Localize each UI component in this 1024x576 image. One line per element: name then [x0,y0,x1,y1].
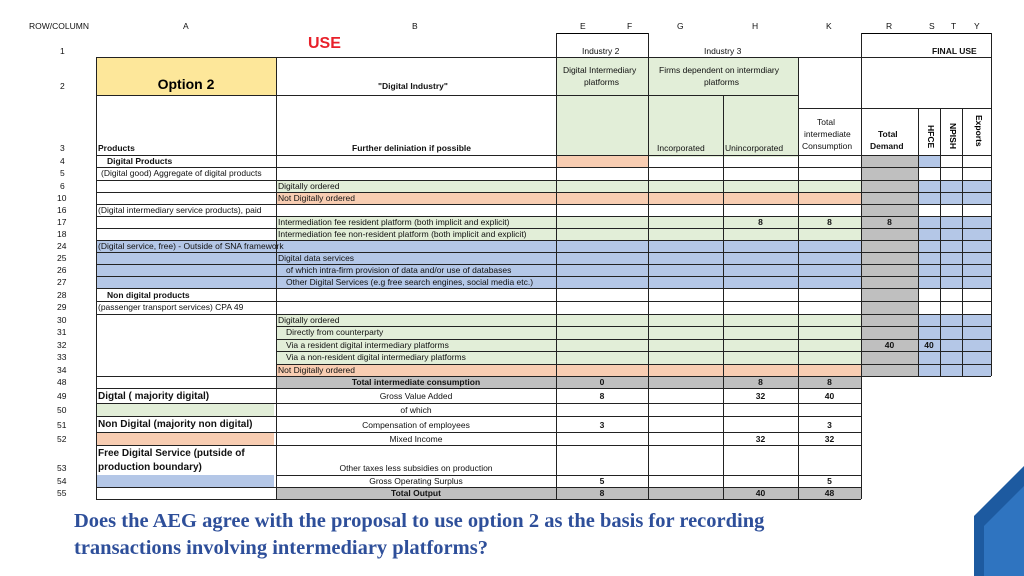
consumption-label: Consumption [802,141,853,151]
legend-non-digital-label: Non Digital (majority non digital) [98,419,253,430]
row-number: 16 [57,205,67,215]
row-label: (passenger transport services) CPA 49 [98,302,244,312]
row-number: 25 [57,253,67,263]
final-use-label: FINAL USE [932,46,977,56]
col-header-b: B [412,21,418,31]
col-sty-blue-3 [918,252,991,288]
firms-dependent-label: Firms dependent on intermdiary [659,65,780,75]
col-header-k: K [826,21,832,31]
intermediate-label: intermediate [804,129,851,139]
industry3-fill-2 [723,57,798,95]
row6-fill [276,180,861,192]
digital-industry-label: "Digital Industry" [378,81,448,91]
digital-intermediary-label: Digital Intermediary [563,65,637,75]
exports-label: Exports [974,115,984,147]
row-label: (Digital intermediary service products), paid [98,205,262,215]
col-header-y: Y [974,21,980,31]
row-column-header: ROW/COLUMN [29,21,89,31]
industry2-label: Industry 2 [582,46,620,56]
row-number: 32 [57,340,67,350]
row-number: 49 [57,391,67,401]
col-header-s: S [929,21,935,31]
total-demand-label-2: Demand [870,141,904,151]
row-number: 6 [60,181,65,191]
npish-label: NPISH [948,123,958,149]
cell-value: 32 [755,434,766,444]
col-header-g: G [677,21,684,31]
total-demand-label-1: Total [878,129,898,139]
row-number: 33 [57,352,67,362]
row-label: Total intermediate consumption [351,377,481,387]
row4-salmon [556,155,648,167]
row-label: Total Output [391,488,441,498]
cell-value: 0 [599,377,605,387]
row-label: Not Digitally ordered [278,193,356,203]
cell-value: 32 [755,391,766,401]
col-header-t: T [951,21,957,31]
legend-free-swatch [96,475,274,487]
legend-digital-swatch [96,403,274,416]
cell-value: 5 [827,476,832,486]
row-label: (Digital good) Aggregate of digital products [101,168,262,178]
row-number: 1 [60,46,65,56]
question-text: Does the AEG agree with the proposal to use option 2 as the basis for recording transactions involving intermediary platforms? [74,510,765,559]
products-label: Products [98,143,135,153]
cell-value: 40 [924,340,934,350]
row-number: 34 [57,365,67,375]
row-number: 27 [57,277,67,287]
row-number: 3 [60,143,65,153]
row-number: 18 [57,229,67,239]
legend-digital-label: Digtal ( majority digital) [98,391,210,402]
hfce-label: HFCE [926,125,936,149]
industry3-label: Industry 3 [704,46,742,56]
legend-non-digital-swatch [96,432,274,445]
col-s-blue [918,155,940,167]
cell-value: 3 [599,420,605,430]
row-number: 2 [60,81,65,91]
row-number: 52 [57,434,67,444]
row-number: 53 [57,463,67,473]
row-label: Digitally ordered [278,315,340,325]
row-label: Digital data services [278,253,355,263]
row-number: 55 [57,488,67,498]
row-label: Non digital products [107,290,190,300]
cell-value: 40 [755,488,766,498]
row-number: 31 [57,327,67,337]
col-header-a: A [183,21,189,31]
incorporated-label: Incorporated [657,143,705,153]
row-label: of which intra-firm provision of data and/or use of databases [286,265,512,275]
platforms-label-2: platforms [704,77,739,87]
row-number: 26 [57,265,67,275]
platforms-label: platforms [584,77,619,87]
cell-value: 40 [884,340,895,350]
cell-value: 40 [824,391,835,401]
row-label: Via a non-resident digital intermediary platforms [286,352,466,362]
row-number: 50 [57,405,67,415]
row-label: Mixed Income [389,434,443,444]
row-number: 4 [60,156,65,166]
row-number: 28 [57,290,67,300]
total-label: Total [817,117,835,127]
use-title: USE [308,35,341,52]
row-label: Other taxes less subsidies on production [339,463,493,473]
legend-free-label-2: production boundary) [98,462,202,473]
col-header-h: H [752,21,759,31]
row-label: Digitally ordered [278,181,340,191]
cell-value: 8 [758,217,763,227]
cell-value: 8 [887,217,892,227]
row-number: 17 [57,217,67,227]
cell-value: 3 [827,420,832,430]
row-label: Other Digital Services (e.g free search engines, social media etc.) [286,277,534,287]
unincorporated-label: Unincorporated [725,143,784,153]
row-label: Digital Products [107,156,173,166]
row-number: 51 [57,420,67,430]
row-number: 48 [57,377,67,387]
row-number: 10 [57,193,67,203]
row-number: 30 [57,315,67,325]
row10-fill [276,192,861,204]
cell-value: 48 [824,488,835,498]
further-label: Further deliniation if possible [352,143,472,153]
row34-fill [276,364,861,376]
cell-value: 8 [827,217,832,227]
row-number: 54 [57,476,67,486]
row-label: Gross Operating Surplus [369,476,463,486]
row-label: Gross Value Added [379,391,453,401]
col-header-f: F [627,21,633,31]
row-label: Compensation of employees [362,420,470,430]
row-label: Intermediation fee non-resident platform (both implicit and explicit) [278,229,527,239]
industry3-fill [648,57,723,95]
cell-value: 8 [827,377,832,387]
row-label: Directly from counterparty [286,327,384,337]
col-header-e: E [580,21,586,31]
cell-value: 8 [599,391,605,401]
option2-label: Option 2 [157,76,215,92]
legend-free-label-1: Free Digital Service (putside of [98,448,245,459]
cell-value: 32 [824,434,835,444]
row-label: Not Digitally ordered [278,365,356,375]
row-number: 29 [57,302,67,312]
row-number: 24 [57,241,67,251]
row-number: 5 [60,168,65,178]
col-header-r: R [886,21,893,31]
row-label: Via a resident digital intermediary platforms [286,340,449,350]
row-label: of which [400,405,432,415]
cell-value: 8 [758,377,763,387]
row-label: Intermediation fee resident platform (both implicit and explicit) [278,217,510,227]
corner-decoration [974,466,1024,576]
cell-value: 8 [599,488,605,498]
row-label: (Digital service, free) - Outside of SNA framework [98,241,284,251]
cell-value: 5 [599,476,605,486]
